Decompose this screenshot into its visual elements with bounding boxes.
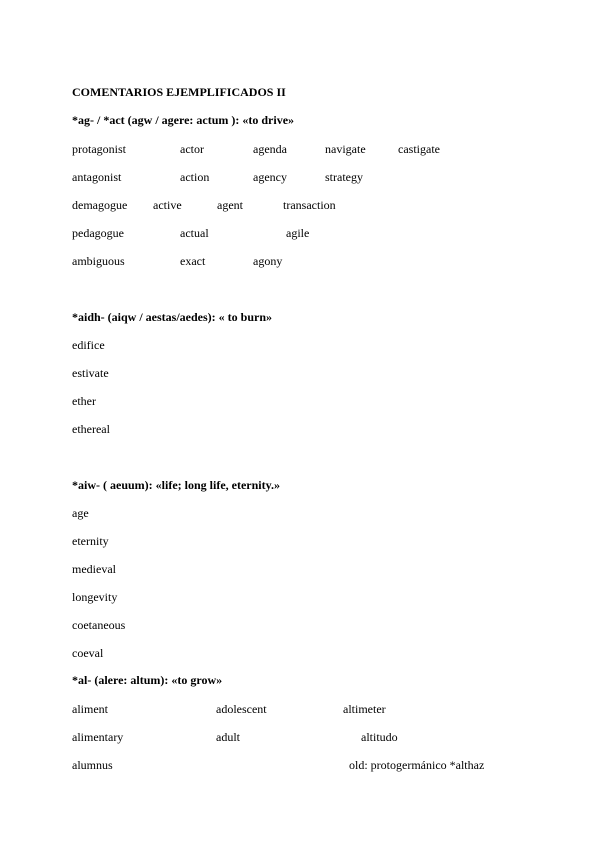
section-heading-ag: *ag- / *act (agw / agere: actum ): «to drive»: [72, 113, 295, 127]
word-agony: agony: [253, 254, 283, 268]
word-coetaneous: coetaneous: [72, 618, 126, 632]
section-heading-aidh: *aidh- (aiqw / aestas/aedes): « to burn»: [72, 310, 273, 324]
word-alumnus: alumnus: [72, 758, 113, 772]
word-alimentary: alimentary: [72, 730, 124, 744]
word-ethereal: ethereal: [72, 422, 110, 436]
word-eternity: eternity: [72, 534, 109, 548]
word-navigate: navigate: [325, 142, 366, 156]
word-castigate: castigate: [398, 142, 440, 156]
word-coeval: coeval: [72, 646, 104, 660]
word-strategy: strategy: [325, 170, 363, 184]
word-adolescent: adolescent: [216, 702, 267, 716]
word-longevity: longevity: [72, 590, 118, 604]
word-ambiguous: ambiguous: [72, 254, 125, 268]
word-aliment: aliment: [72, 702, 108, 716]
word-altitudo: altitudo: [361, 730, 398, 744]
word-action: action: [180, 170, 210, 184]
word-active: active: [153, 198, 182, 212]
word-agile: agile: [286, 226, 310, 240]
word-age: age: [72, 506, 89, 520]
word-agent: agent: [217, 198, 243, 212]
word-protagonist: protagonist: [72, 142, 126, 156]
section-heading-aiw: *aiw- ( aeuum): «life; long life, eternity.»: [72, 478, 280, 492]
section-heading-al: *al- (alere: altum): «to grow»: [72, 673, 223, 687]
document-title: COMENTARIOS EJEMPLIFICADOS II: [72, 85, 286, 99]
word-demagogue: demagogue: [72, 198, 128, 212]
word-transaction: transaction: [283, 198, 336, 212]
word-old-note: old: protogermánico *althaz: [349, 758, 485, 772]
word-estivate: estivate: [72, 366, 109, 380]
word-exact: exact: [180, 254, 206, 268]
word-edifice: edifice: [72, 338, 105, 352]
word-adult: adult: [216, 730, 240, 744]
word-pedagogue: pedagogue: [72, 226, 124, 240]
word-actor: actor: [180, 142, 204, 156]
word-ether: ether: [72, 394, 96, 408]
word-agenda: agenda: [253, 142, 287, 156]
word-actual: actual: [180, 226, 209, 240]
word-agency: agency: [253, 170, 287, 184]
word-altimeter: altimeter: [343, 702, 386, 716]
word-antagonist: antagonist: [72, 170, 122, 184]
word-medieval: medieval: [72, 562, 116, 576]
